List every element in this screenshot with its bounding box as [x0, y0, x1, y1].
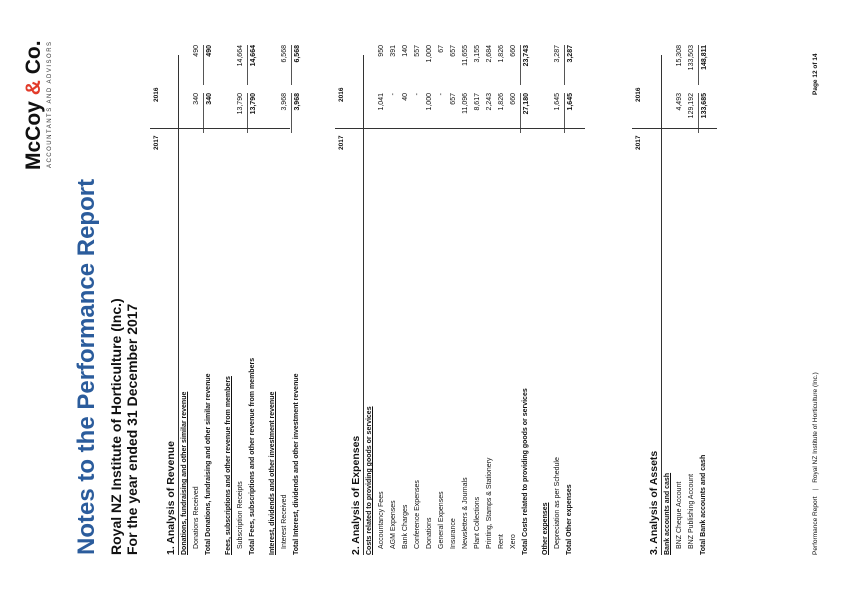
bank-group-heading: Bank accounts and cash [664, 472, 671, 555]
logo-tagline: ACCOUNTANTS AND ADVISORS [47, 40, 53, 169]
expenses-col-2016-header: 2016 [338, 87, 345, 102]
table-row: Newsletters & Journals 11,096 11,655 [462, 45, 469, 549]
table-row: Depreciation as per Schedule 1,645 3,287 [554, 45, 561, 549]
table-row: Conference Expenses - 557 [414, 45, 421, 549]
assets-col-2016-header: 2016 [635, 87, 642, 102]
revenue-section-title: 1. Analysis of Revenue [165, 55, 179, 555]
table-row: Printing, Stamps & Stationery 2,243 2,684 [486, 45, 493, 549]
footer-left: Performance Report|Royal NZ Institute of Horticulture (Inc.) [812, 372, 819, 555]
fees-total-row: Total Fees, subscriptions and other revenue from members 13,790 14,664 [247, 55, 259, 555]
table-row: Plant Collections 8,617 3,155 [474, 45, 481, 549]
table-row: Bank Charges 40 140 [402, 45, 409, 549]
table-row: Rent 1,826 1,826 [498, 45, 505, 549]
other-expenses-total-row: Total Other expenses 1,645 3,287 [564, 55, 576, 555]
other-expenses-group-heading: Other expenses [542, 502, 549, 555]
assets-section-title: 3. Analysis of Assets [648, 55, 662, 555]
column-divider [150, 128, 290, 129]
expenses-col-2017-header: 2017 [338, 135, 345, 150]
assets-col-2017-header: 2017 [635, 135, 642, 150]
table-row: Donations Received 340 490 [193, 45, 200, 549]
organisation-name: Royal NZ Institute of Horticulture (Inc.) [108, 298, 124, 555]
fees-group-heading: Fees, subscriptions and other revenue from members [225, 376, 232, 555]
table-row: BNZ Publishing Account 129,192 133,503 [688, 45, 695, 549]
revenue-col-2017-header: 2017 [153, 135, 160, 150]
page-number: Page 12 of 14 [812, 53, 819, 95]
report-period: For the year ended 31 December 2017 [124, 303, 140, 555]
bank-total-row: Total Bank accounts and cash 133,685 148,811 [698, 55, 710, 555]
costs-total-row: Total Costs related to providing goods or services 27,180 23,743 [520, 55, 532, 555]
interest-group-heading: Interest, dividends and other investment revenue [269, 391, 276, 555]
table-row: General Expenses - 67 [438, 45, 445, 549]
mccoy-logo [22, 40, 53, 170]
column-divider [632, 128, 717, 129]
page-title: Notes to the Performance Report [73, 178, 100, 555]
interest-total-row: Total Interest, dividends and other investment revenue 3,968 6,568 [291, 55, 303, 555]
assets-section [648, 45, 710, 555]
table-row: Insurance 657 657 [450, 45, 457, 549]
revenue-section [165, 45, 303, 555]
costs-group-heading: Costs related to providing goods or services [366, 406, 373, 555]
donations-total-row: Total Donations, fundraising and other similar revenue 340 490 [203, 55, 215, 555]
revenue-col-2016-header: 2016 [153, 87, 160, 102]
table-row: AGM Expenses - 391 [390, 45, 397, 549]
table-row: Accountancy Fees 1,041 950 [378, 45, 385, 549]
table-row: Subscription Receipts 13,790 14,664 [237, 45, 244, 549]
logo-wordmark: McCoy & Co. [22, 40, 45, 170]
donations-group-heading: Donations, fundraising and other similar revenue [181, 391, 188, 555]
column-divider [335, 128, 585, 129]
table-row: Interest Received 3,968 6,568 [281, 45, 288, 549]
table-row: Xero 660 660 [510, 45, 517, 549]
table-row: BNZ Cheque Account 4,493 15,308 [676, 45, 683, 549]
expenses-section-title: 2. Analysis of Expenses [350, 55, 364, 555]
expenses-section [350, 45, 576, 555]
table-row: Donations 1,000 1,000 [426, 45, 433, 549]
